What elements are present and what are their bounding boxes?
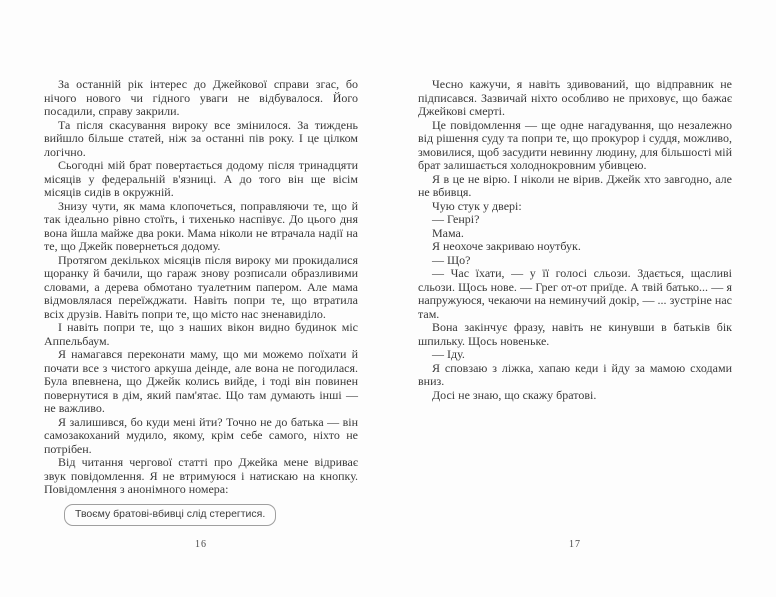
paragraph: Я залишився, бо куди мені йти? Точно не до батька — він самозакоханий мудило, якому, крім себе самого, ніхто не потрібен. [44, 414, 358, 456]
paragraph: Я в це не вірю. І ніколи не вірив. Джейк хто завгодно, але не вбивця. [418, 171, 732, 199]
page-right-text [418, 78, 732, 402]
paragraph: Мама. [432, 225, 464, 240]
paragraph: Чесно кажучи, я навіть здивований, що відправник не підписався. Зазвичай ніхто особливо не приховує, що бажає Джейкові смерті. [418, 77, 732, 118]
message-bubble: Твоєму братові-вбивці слід стерегтися. [64, 504, 276, 527]
paragraph: Від читання чергової статті про Джейка мене відриває звук повідомлення. Я не втримуюся і натискаю на кнопку. Повідомлення з анонімного номера: [44, 455, 358, 496]
paragraph: — Що? [432, 252, 471, 267]
paragraph: Це повідомлення — ще одне нагадування, що незалежно від рішення суду та попри те, що прокурор і суддя, можливо, змовилися, щоб засудити невинну людину, для більшості мій брат залишається холоднокровним убивцею. [418, 117, 732, 172]
page-number-left: 16 [195, 539, 207, 550]
paragraph: Я намагався переконати маму, що ми можемо поїхати й почати все з чистого аркуша деінде, але вона не погодилася. Була впевнена, що Джейк колись вийде, і тоді він повинен повернутися в дім, який пам'ятає. Що там думають інші — не важливо. [44, 347, 358, 415]
paragraph: Досі не знаю, що скажу братові. [432, 387, 597, 402]
paragraph: Сьогодні мій брат повертається додому після тринадцяти місяців у федеральній в'язниці. А до того він ще вісім місяців сидів в окружній. [44, 158, 358, 199]
paragraph: Я неохоче закриваю ноутбук. [432, 239, 581, 253]
paragraph: Вона закінчує фразу, навіть не кинувши в батьків бік шпильку. Щось новеньке. [418, 320, 732, 348]
paragraph: — Час їхати, — у її голосі сльози. Здається, щасливі сльози. Щось нове. — Грег от-от приїде. А твій батько... — я напружуюся, чекаючи на неминучий докір, — ... зустріне нас там. [418, 266, 732, 321]
paragraph: Знизу чути, як мама клопочеться, поправляючи те, що й так ідеально рівно стоїть, і тихенько наспівує. До цього дня вона йшла майже два роки. Мама ніколи не втрачала надії на те, що Джейк повернеться додому. [44, 198, 358, 253]
paragraph: — Іду. [432, 347, 465, 361]
paragraph: Протягом декількох місяців після вироку ми прокидалися щоранку й бачили, що гараж знову розписали образливими словами, а дерева обмотано туалетним папером. Але мама відмовлялася переїжджати. Навіть попри те, що втратила всіх друзів. Навіть попри те, що місто нас зненавиділо. [44, 252, 358, 321]
paragraph: Та після скасування вироку все змінилося. За тиждень вийшло більше статей, ніж за останні пів року. І це цілком логічно. [44, 117, 358, 159]
paragraph: Я сповзаю з ліжка, хапаю кеди і йду за мамою сходами вниз. [418, 360, 732, 388]
paragraph: — Генрі? [432, 212, 480, 226]
page-number-right: 17 [569, 539, 581, 550]
paragraph: І навіть попри те, що з наших вікон видно будинок міс Аппельбаум. [44, 320, 358, 348]
page-left-text [44, 78, 358, 526]
paragraph: За останній рік інтерес до Джейкової справи згас, бо нічого нового чи гідного уваги не відбувалося. Його посадили, справу закрили. [44, 77, 358, 118]
paragraph: Чую стук у двері: [432, 198, 522, 213]
